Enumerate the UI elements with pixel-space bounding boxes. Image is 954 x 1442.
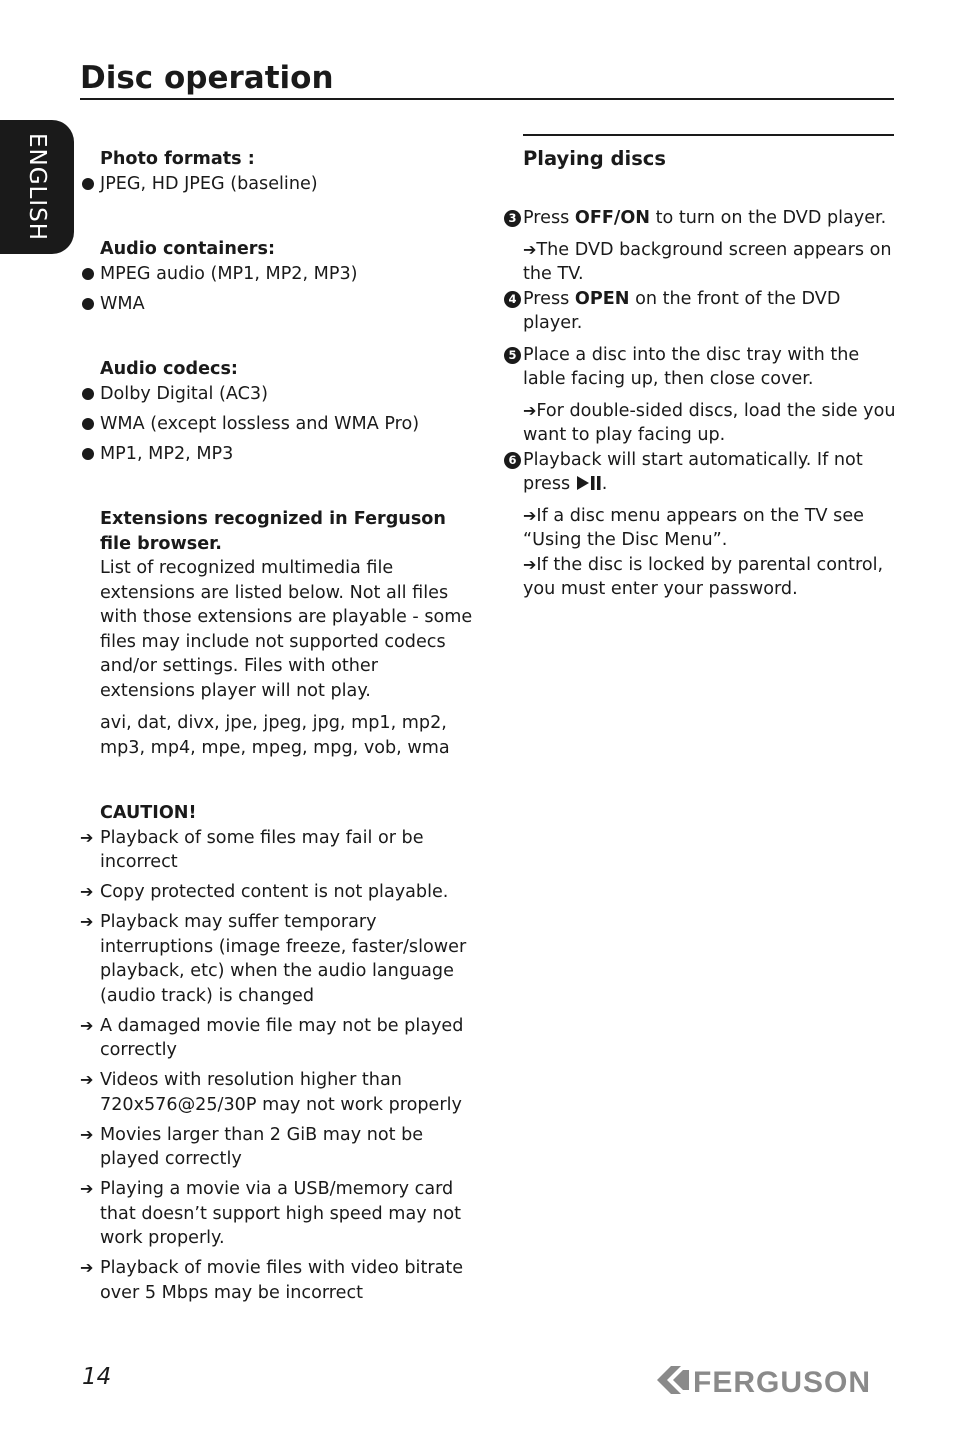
play-pause-icon xyxy=(576,475,602,491)
bullet-icon xyxy=(82,298,94,310)
caution-item-text: Playback may suffer temporary interruptions (image freeze, faster/slower playback, etc) when the audio language (audio track) is changed xyxy=(100,912,467,1006)
arrow-icon: ➔ xyxy=(523,400,537,420)
bullet-icon xyxy=(82,418,94,430)
arrow-icon: ➔ xyxy=(523,554,537,574)
page-title: Disc operation xyxy=(80,60,334,96)
caution-item xyxy=(80,910,475,1008)
list-item xyxy=(80,262,475,287)
step-number-icon: 3 xyxy=(504,210,521,227)
list-item xyxy=(80,382,475,407)
list-item xyxy=(80,292,475,317)
step-text: Place a disc into the disc tray with the lable facing up, then close cover. xyxy=(523,344,860,389)
bullet-icon xyxy=(82,268,94,280)
caution-item-text: Videos with resolution higher than 720x576@25/30P may not work properly xyxy=(100,1070,462,1115)
step-number-icon: 6 xyxy=(504,452,521,469)
extensions-heading: Extensions recognized in Ferguson file browser. xyxy=(100,509,446,554)
language-tab xyxy=(0,120,74,254)
note-text: The DVD background screen appears on the TV. xyxy=(523,239,892,284)
right-column xyxy=(503,134,898,602)
list-item-text: WMA (except lossless and WMA Pro) xyxy=(100,413,420,434)
caution-item-text: A damaged movie file may not be played correctly xyxy=(100,1015,464,1060)
list-item xyxy=(80,442,475,467)
caution-item-text: Playing a movie via a USB/memory card that doesn’t support high speed may not work properly. xyxy=(100,1179,462,1248)
caution-list xyxy=(80,826,475,1306)
page-number: 14 xyxy=(82,1364,112,1390)
step-text: Press xyxy=(523,208,575,228)
note-text: If a disc menu appears on the TV see “Using the Disc Menu”. xyxy=(523,505,864,550)
caution-item-text: Playback of some files may fail or be incorrect xyxy=(100,827,424,872)
audio-containers-heading: Audio containers: xyxy=(100,239,275,259)
caution-heading: CAUTION! xyxy=(100,803,197,823)
arrow-icon: ➔ xyxy=(80,882,94,901)
open-key: OPEN xyxy=(574,288,630,309)
caution-item-text: Copy protected content is not playable. xyxy=(100,882,449,902)
list-item xyxy=(80,412,475,437)
off-on-key: OFF/ON xyxy=(574,208,651,228)
language-tab-label: ENGLISH xyxy=(24,132,50,242)
playing-discs-heading: Playing discs xyxy=(523,147,666,170)
step-text: on the front of the DVD player. xyxy=(523,288,841,333)
note-text: For double-sided discs, load the side you want to play facing up. xyxy=(523,400,896,445)
caution-item xyxy=(80,826,475,875)
arrow-icon: ➔ xyxy=(80,827,94,847)
arrow-icon: ➔ xyxy=(523,505,537,525)
list-item xyxy=(80,172,475,197)
caution-item xyxy=(80,1256,475,1305)
extensions-list: avi, dat, divx, jpe, jpeg, jpg, mp1, mp2, mp3, mp4, mpe, mpeg, mpg, vob, wma xyxy=(100,713,450,758)
bullet-icon xyxy=(82,448,94,460)
arrow-icon: ➔ xyxy=(523,239,537,259)
caution-item xyxy=(80,1068,475,1117)
step-3 xyxy=(503,206,898,231)
caution-item xyxy=(80,1177,475,1251)
step-6 xyxy=(503,448,898,497)
step-3-note xyxy=(503,238,898,287)
list-item-text: Dolby Digital (AC3) xyxy=(100,383,268,404)
step-number-icon: 4 xyxy=(504,291,521,308)
step-text: . xyxy=(601,474,608,494)
step-4 xyxy=(503,287,898,336)
note-text: If the disc is locked by parental control, you must enter your password. xyxy=(523,554,884,599)
list-item-text: WMA xyxy=(100,293,145,314)
list-item-text: JPEG, HD JPEG (baseline) xyxy=(100,173,318,194)
step-5-note xyxy=(503,399,898,448)
ferguson-logo-icon xyxy=(655,1362,895,1398)
caution-item-text: Movies larger than 2 GiB may not be played correctly xyxy=(100,1124,424,1169)
caution-item xyxy=(80,880,475,905)
step-6-note-2 xyxy=(503,553,898,602)
bullet-icon xyxy=(82,388,94,400)
step-5 xyxy=(503,343,898,392)
step-text: Press xyxy=(523,288,575,309)
caution-item-text: Playback of movie files with video bitrate over 5 Mbps may be incorrect xyxy=(100,1258,464,1303)
bullet-icon xyxy=(82,178,94,190)
title-rule xyxy=(80,98,894,100)
arrow-icon: ➔ xyxy=(80,912,94,931)
arrow-icon: ➔ xyxy=(80,1070,94,1089)
photo-formats-heading: Photo formats : xyxy=(100,149,255,169)
arrow-icon: ➔ xyxy=(80,1258,94,1277)
extensions-description: List of recognized multimedia file extensions are listed below. Not all files with those extensions are playable - some files may include not supported codecs and/or settings. Files with other extensions player will not play. xyxy=(100,558,473,701)
section-rule xyxy=(523,134,894,136)
arrow-icon: ➔ xyxy=(80,1124,94,1144)
step-6-note-1 xyxy=(503,504,898,553)
brand-name: FERGUSON xyxy=(693,1366,872,1398)
caution-item xyxy=(80,1014,475,1063)
audio-codecs-heading: Audio codecs: xyxy=(100,359,238,379)
caution-item xyxy=(80,1123,475,1172)
arrow-icon: ➔ xyxy=(80,1015,94,1035)
step-text: to turn on the DVD player. xyxy=(650,208,887,228)
step-text: Playback will start automatically. If not press xyxy=(523,449,863,494)
left-column xyxy=(80,147,475,1305)
step-number-icon: 5 xyxy=(504,347,521,364)
list-item-text: MPEG audio (MP1, MP2, MP3) xyxy=(100,263,358,284)
arrow-icon: ➔ xyxy=(80,1179,94,1198)
list-item-text: MP1, MP2, MP3 xyxy=(100,443,234,464)
